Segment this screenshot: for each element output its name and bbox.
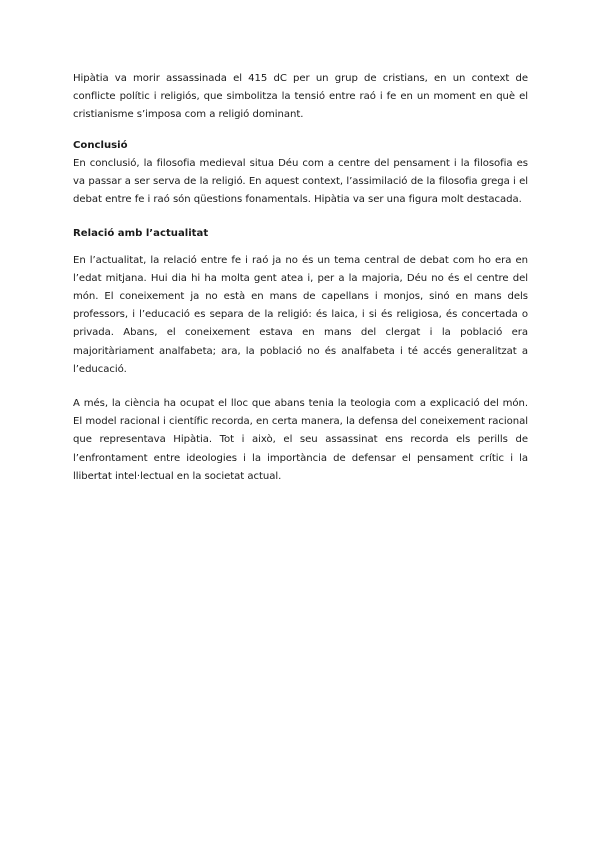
relation-heading: Relació amb l’actualitat bbox=[73, 228, 209, 240]
spacer bbox=[73, 209, 528, 225]
relation-paragraph-1: En l’actualitat, la relació entre fe i raó ja no és un tema central de debat com ho era en l’edat mitjana. Hui dia hi ha molta gent atea i, per a la majoria, Déu no és el centre del món. El coneixement ja no està en mans de capellans i monjos, sinó en mans dels professors, i l’educació es separa de la religió: és laica, i si és religiosa, és concertada o privada. Abans, el coneixement estava en mans del clergat i la població era majoritàriament analfabeta; ara, la població no és analfabeta i té accés generalitzat a l’educació. bbox=[73, 254, 528, 375]
relation-paragraph-2: A més, la ciència ha ocupat el lloc que abans tenia la teologia com a explicació del món. El model racional i científic recorda, en certa manera, la defensa del coneixement racional que representava Hipàtia. Tot i això, el seu assassinat ens recorda els perills de l’enfrontament entre ideologies i la importància de defensar el pensament crític i la llibertat intel·lectual en la societat actual. bbox=[73, 398, 528, 482]
document-body bbox=[73, 70, 528, 486]
spacer bbox=[73, 125, 528, 137]
spacer bbox=[73, 244, 528, 252]
conclusion-paragraph: En conclusió, la filosofia medieval situa Déu com a centre del pensament i la filosofia es va passar a ser serva de la religió. En aquest context, l’assimilació de la filosofia grega i el debat entre fe i raó són qüestions fonamentals. Hipàtia va ser una figura molt destacada. bbox=[73, 157, 528, 206]
conclusion-heading: Conclusió bbox=[73, 139, 128, 151]
spacer bbox=[73, 379, 528, 395]
intro-paragraph: Hipàtia va morir assassinada el 415 dC per un grup de cristians, en un context de conflicte polític i religiós, que simbolitza la tensió entre raó i fe en un moment en què el cristianisme s’imposa com a religió dominant. bbox=[73, 73, 528, 121]
